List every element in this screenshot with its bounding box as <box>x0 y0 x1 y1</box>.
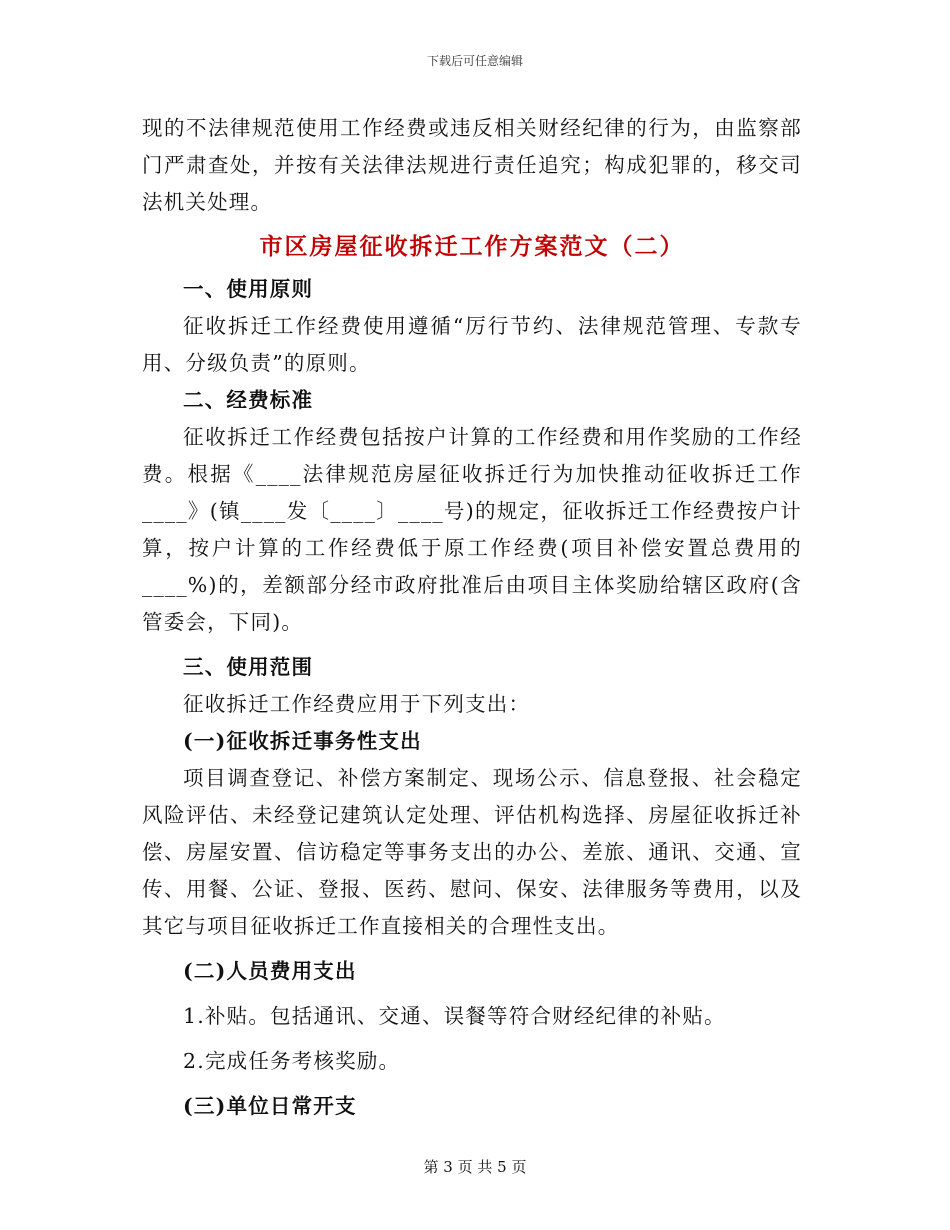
section-text-scope: 征收拆迁工作经费应用于下列支出： <box>183 692 531 716</box>
list-item-reward: 2.完成任务考核奖励。 <box>183 1049 401 1073</box>
section-heading-standards: 二、经费标准 <box>183 388 314 412</box>
subsection-heading-personnel: (二)人员费用支出 <box>183 959 357 983</box>
page-number: 第 3 页 共 5 页 <box>423 1158 527 1176</box>
section-text-standards: 征收拆迁工作经费包括按户计算的工作经费和用作奖励的工作经费。根据《____法律规范房屋征收拆迁行为加快推动征收拆迁工作____》(镇____发〔____〕____号)的规定，征收拆迁工作经费按户计算，按户计算的工作经费低于原工作经费(项目补偿安置总费用的____%)的，差额部分经市政府批准后由项目主体奖励给辖区政府(含管委会，下同)。 <box>142 425 802 634</box>
section-heading-principles: 一、使用原则 <box>183 277 314 301</box>
page-header-note: 下载后可任意编辑 <box>426 54 523 68</box>
subsection-heading-daily-expenses: (三)单位日常开支 <box>183 1094 357 1118</box>
list-item-allowance: 1.补贴。包括通讯、交通、误餐等符合财经纪律的补贴。 <box>183 1004 726 1028</box>
section-text-principles: 征收拆迁工作经费使用遵循“厉行节约、法律规范管理、专款专用、分级负责”的原则。 <box>142 314 802 375</box>
subsection-text-affairs: 项目调查登记、补偿方案制定、现场公示、信息登报、社会稳定风险评估、未经登记建筑认定处理、评估机构选择、房屋征收拆迁补偿、房屋安置、信访稳定等事务支出的办公、差旅、通讯、交通、宣传、用餐、公证、登报、医药、慰问、保安、法律服务等费用，以及其它与项目征收拆迁工作直接相关的合理性支出。 <box>142 766 802 938</box>
continued-paragraph: 现的不法律规范使用工作经费或违反相关财经纪律的行为，由监察部门严肃查处，并按有关法律法规进行责任追究；构成犯罪的，移交司法机关处理。 <box>142 116 802 214</box>
document-title: 市区房屋征收拆迁工作方案范文（二） <box>259 233 685 260</box>
document-body <box>142 110 802 1125</box>
section-heading-scope: 三、使用范围 <box>183 655 314 679</box>
subsection-heading-affairs: (一)征收拆迁事务性支出 <box>183 729 422 753</box>
